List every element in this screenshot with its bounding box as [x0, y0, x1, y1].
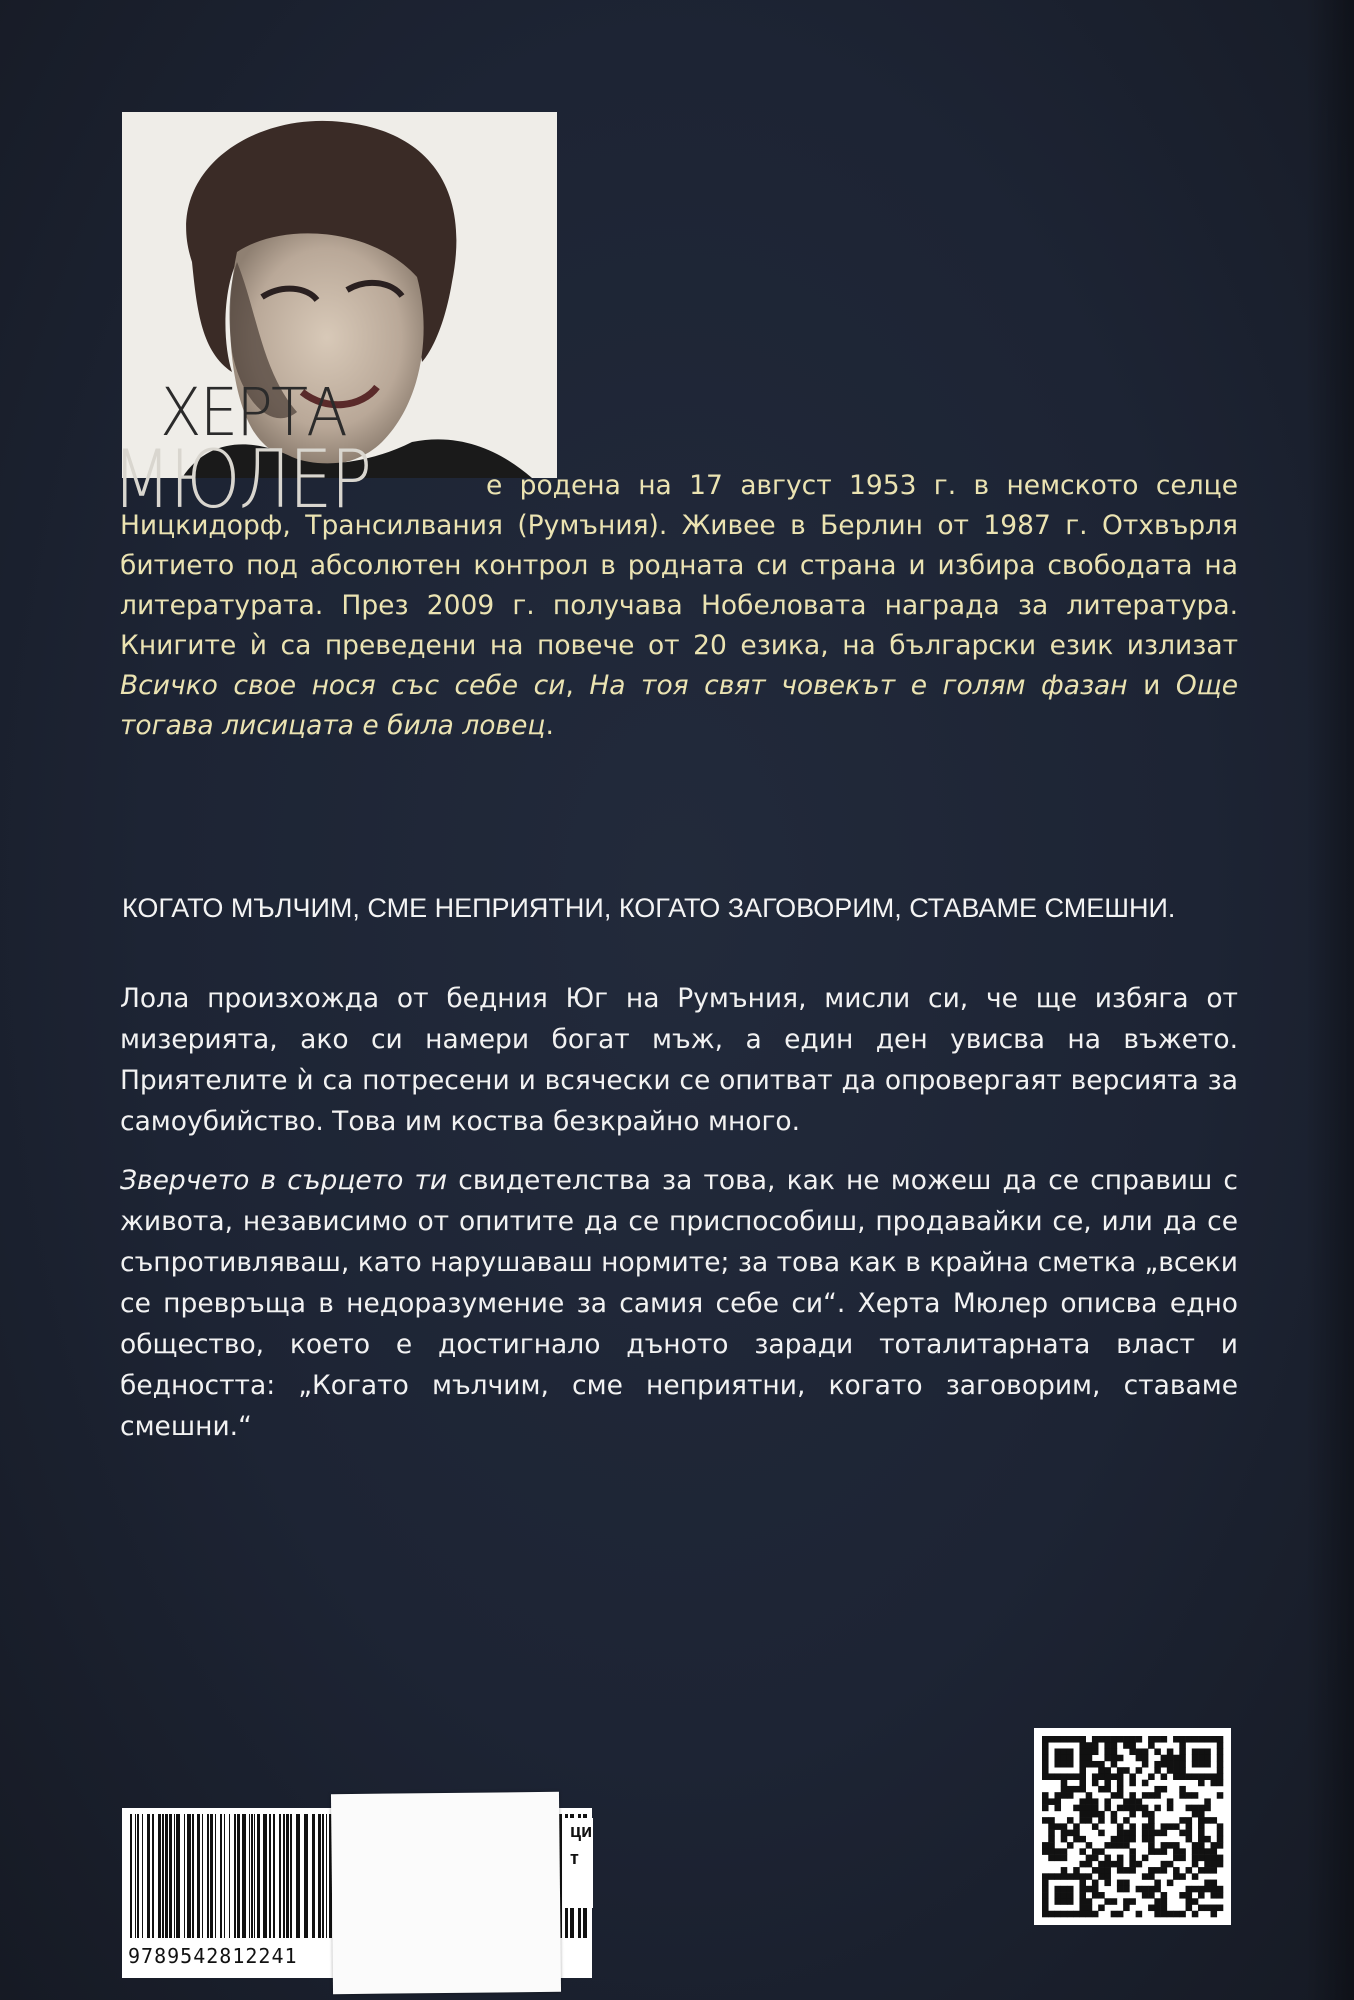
isbn-number: 9789542812241 [128, 1944, 298, 1968]
book-description [120, 978, 1238, 1465]
description-paragraph-1: Лола произхожда от бедния Юг на Румъния, мисли си, че ще избяга от мизерията, ако си намери богат мъж, а един ден увисва на въжето. Приятелите ѝ са потресени и всячески се опитват да опровергаят версията за самоубийство. Това им коства безкрайно много. [120, 983, 1238, 1137]
bio-book-2: На тоя свят човекът е голям фазан [589, 670, 1128, 701]
author-first-name: ХЕРТА [160, 374, 347, 451]
bio-book-1: Всичко свое нося със себе си [120, 670, 566, 701]
bio-sep-2: и [1127, 670, 1176, 701]
tagline: КОГАТО МЪЛЧИМ, СМЕ НЕПРИЯТНИ, КОГАТО ЗАГОВОРИМ, СТАВАМЕ СМЕШНИ. [122, 893, 1176, 923]
cover-edge-shadow [1306, 0, 1354, 2000]
peek-text-1: ци [570, 1821, 593, 1841]
bio-end: . [545, 710, 554, 741]
description-paragraph-2-text: свидетелства за това, как не можеш да се справиш с живота, независимо от опитите да се приспособиш, продавайки се, или да се съпротивляваш, като нарушаваш нормите; за това как в крайна сметка „всеки се превръща в недоразумение за самия себе си“. Херта Мюлер описва едно общество, което е достигнало дъното заради тоталитарната власт и бедността: „Когато мълчим, сме неприятни, когато заговорим, ставаме смешни.“ [120, 1165, 1238, 1442]
author-bio [120, 466, 1238, 746]
peek-text-2: т [570, 1848, 579, 1868]
price-sticker [331, 1792, 561, 1994]
description-book-title: Зверчето в сърцето ти [120, 1165, 448, 1196]
author-last-name: МЮЛЕР [112, 433, 371, 526]
description-paragraph-2 [120, 1160, 1238, 1447]
qr-code [1034, 1728, 1231, 1925]
qr-code-pattern [1034, 1728, 1231, 1925]
bio-sep-1: , [565, 670, 590, 701]
bio-text: е родена на 17 август 1953 г. в немското селце Ницкидорф, Трансилвания (Румъния). Живее в Берлин от 1987 г. Отхвърля битието под абсолютен контрол в родната си страна и избира свободата на литературата. През 2009 г. получава Нобеловата награда за литература. Книгите ѝ са преведени на повече от 20 езика, на български език излизат [120, 470, 1238, 661]
bio-book-3: Още тогава лисицата е била ловец [120, 670, 1238, 741]
